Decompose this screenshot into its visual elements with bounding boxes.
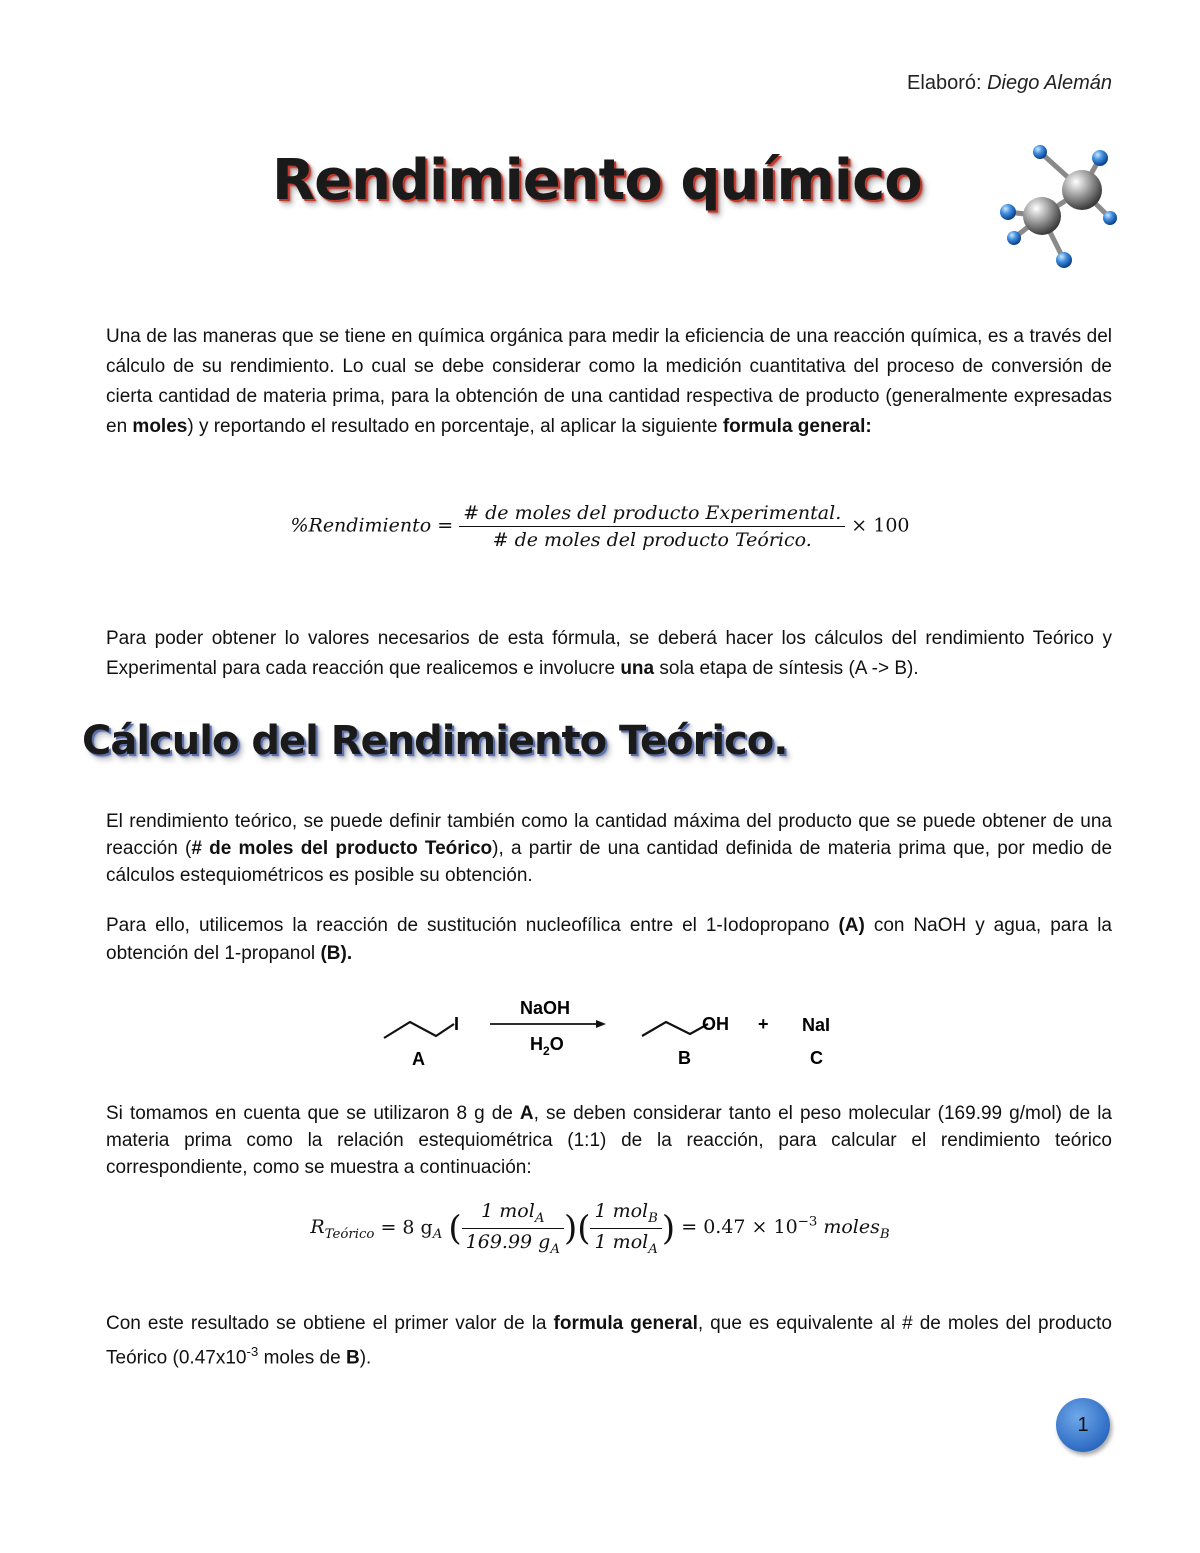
- yield-formula: [0, 502, 1200, 551]
- paren-open-icon: (: [577, 1208, 591, 1249]
- label-b: B: [678, 1048, 691, 1068]
- formula-explanation: Para poder obtener lo valores necesarios de esta fórmula, se deberá hacer los cálculos del rendimiento Teórico y Experimental para cada reacción que realicemos e involucre una sola etapa de síntesis (A -> B).: [106, 628, 1112, 679]
- section-heading: Cálculo del Rendimiento Teórico.: [82, 718, 788, 764]
- result-paragraph: Con este resultado se obtiene el primer valor de la formula general, que es equivalente al # de moles del producto Teórico ($0.47x10^{-3}$ moles de B).: [106, 1313, 1112, 1369]
- reagent-naoh: NaOH: [520, 998, 571, 1018]
- iodopropane-structure: [384, 1022, 454, 1038]
- formula-result: = $0.47 \times 10^{-3}$: [681, 1214, 818, 1239]
- paren-close-icon: ): [563, 1208, 578, 1249]
- reaction-scheme: [370, 990, 850, 1075]
- calculation-paragraph: Si tomamos en cuenta que se utilizaron 8 g de A, se deben considerar tanto el peso molecular (169.99 g/mol) de la materia prima como la relación estequiométrica (1:1) de la reacción, para calcular el rendimiento teórico correspondiente, como se muestra a continuación:: [106, 1103, 1113, 1178]
- label-c: C: [810, 1048, 823, 1068]
- molecule-icon: [990, 140, 1120, 275]
- formula-unit: moles$_B$: [823, 1216, 890, 1243]
- paren-open-icon: (: [448, 1208, 462, 1249]
- paren-close-icon: ): [661, 1208, 676, 1249]
- formula-lhs: %Rendimiento =: [290, 514, 454, 537]
- fraction-2: $\frac{1 mol_B}{1 mol_A}$: [590, 1200, 661, 1257]
- plus-sign: +: [758, 1014, 769, 1034]
- label-a: A: [412, 1049, 425, 1069]
- formula-fraction: [459, 502, 845, 551]
- formula-numerator: # de moles del producto Experimental.: [459, 502, 845, 527]
- theory-paragraph: El rendimiento teórico, se puede definir también como la cantidad máxima del producto que se puede obtener de una reacción (# de moles del producto Teórico), a partir de una cantidad definida de materia prima que, por medio de cálculos estequiométricos es posible su obtención.: [106, 811, 1113, 886]
- page-title: Rendimiento químico: [272, 148, 922, 213]
- iodine-label: I: [454, 1014, 460, 1034]
- author-name: Diego Alemán: [987, 72, 1112, 94]
- hydroxyl-label: OH: [702, 1014, 729, 1034]
- theoretical-yield-formula: $R_{Teórico} = 8$ $g_A$ ( $\frac{1 mol_A}{169.99 g_A}$ )( $\frac{1 mol_B}{1 mol_A}$ ) = $0.47 \times 10^{-3}$ moles$_B$: [310, 1200, 890, 1257]
- r-theoretical: $R_{Teórico}$: [310, 1216, 375, 1243]
- formula-denominator: # de moles del producto Teórico.: [492, 529, 812, 551]
- author-credit: [907, 72, 1112, 95]
- sodium-iodide-label: NaI: [802, 1015, 831, 1035]
- propanol-structure: [642, 1022, 708, 1036]
- reagent-water: $H_2O$: [530, 1034, 564, 1058]
- author-label: Elaboró:: [907, 72, 982, 94]
- formula-rhs: × 100: [851, 514, 910, 537]
- page-number: 1: [1056, 1398, 1110, 1452]
- intro-paragraph: Una de las maneras que se tiene en química orgánica para medir la eficiencia de una reacción química, es a través del cálculo de su rendimiento. Lo cual se debe considerar como la medición cuantitativa del proceso de conversión de cierta cantidad de materia prima, para la obtención de una cantidad respectiva de producto (generalmente expresadas en moles) y reportando el resultado en porcentaje, al aplicar la siguiente formula general:: [106, 326, 1112, 437]
- fraction-1: $\frac{1 mol_A}{169.99 g_A}$: [462, 1200, 564, 1257]
- reaction-intro-paragraph: Para ello, utilicemos la reacción de sustitución nucleofílica entre el 1-Iodopropano (A) con NaOH y agua, para la obtención del 1-propanol (B).: [106, 915, 1112, 964]
